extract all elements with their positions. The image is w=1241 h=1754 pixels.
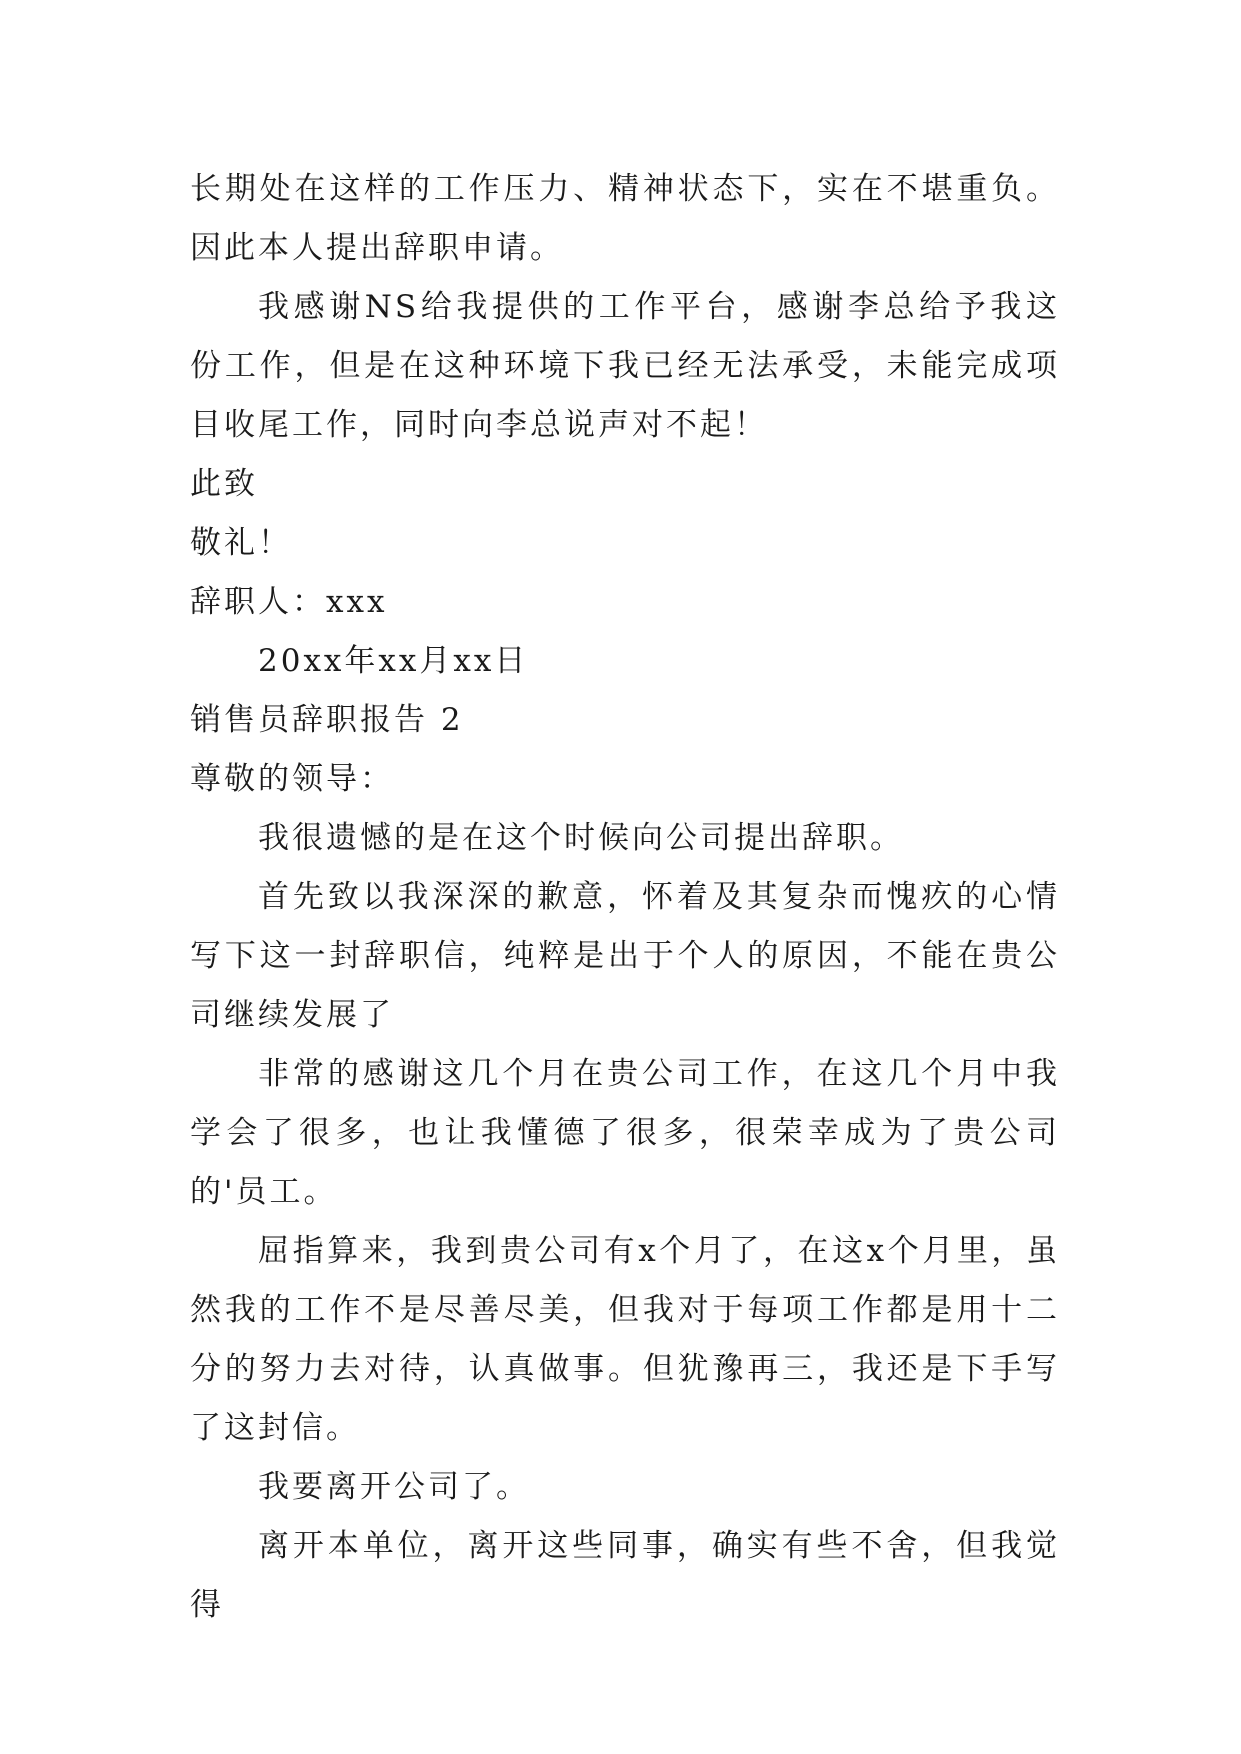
greeting: 尊敬的领导：: [190, 761, 394, 797]
paragraph-apology: 首先致以我深深的歉意，怀着及其复杂而愧疚的心情写下这一封辞职信，纯粹是出于个人的原因，不能在贵公司继续发展了: [190, 879, 1060, 1033]
closing-salutation: 此致: [190, 466, 258, 502]
closing-regards: 敬礼！: [190, 525, 292, 561]
paragraph-leaving: 我要离开公司了。: [258, 1469, 530, 1505]
signature-date: 20xx年xx月xx日: [258, 643, 529, 679]
paragraph-thanks: 我感谢NS给我提供的工作平台，感谢李总给予我这份工作，但是在这种环境下我已经无法承受，未能完成项目收尾工作，同时向李总说声对不起！: [190, 289, 1060, 443]
document-body: [190, 160, 1060, 1635]
signature-resigner: 辞职人：xxx: [190, 584, 388, 620]
section-title: 销售员辞职报告 2: [190, 702, 464, 738]
paragraph-colleagues: 离开本单位，离开这些同事，确实有些不舍，但我觉得: [190, 1528, 1060, 1623]
paragraph-regret: 我很遗憾的是在这个时候向公司提出辞职。: [258, 820, 904, 856]
paragraph-months: 屈指算来，我到贵公司有x个月了，在这x个月里，虽然我的工作不是尽善尽美，但我对于每项工作都是用十二分的努力去对待，认真做事。但犹豫再三，我还是下手写了这封信。: [190, 1233, 1060, 1446]
paragraph-gratitude: 非常的感谢这几个月在贵公司工作，在这几个月中我学会了很多，也让我懂德了很多，很荣幸成为了贵公司的'员工。: [190, 1056, 1060, 1210]
paragraph-pressure: 长期处在这样的工作压力、精神状态下，实在不堪重负。因此本人提出辞职申请。: [190, 171, 1060, 266]
